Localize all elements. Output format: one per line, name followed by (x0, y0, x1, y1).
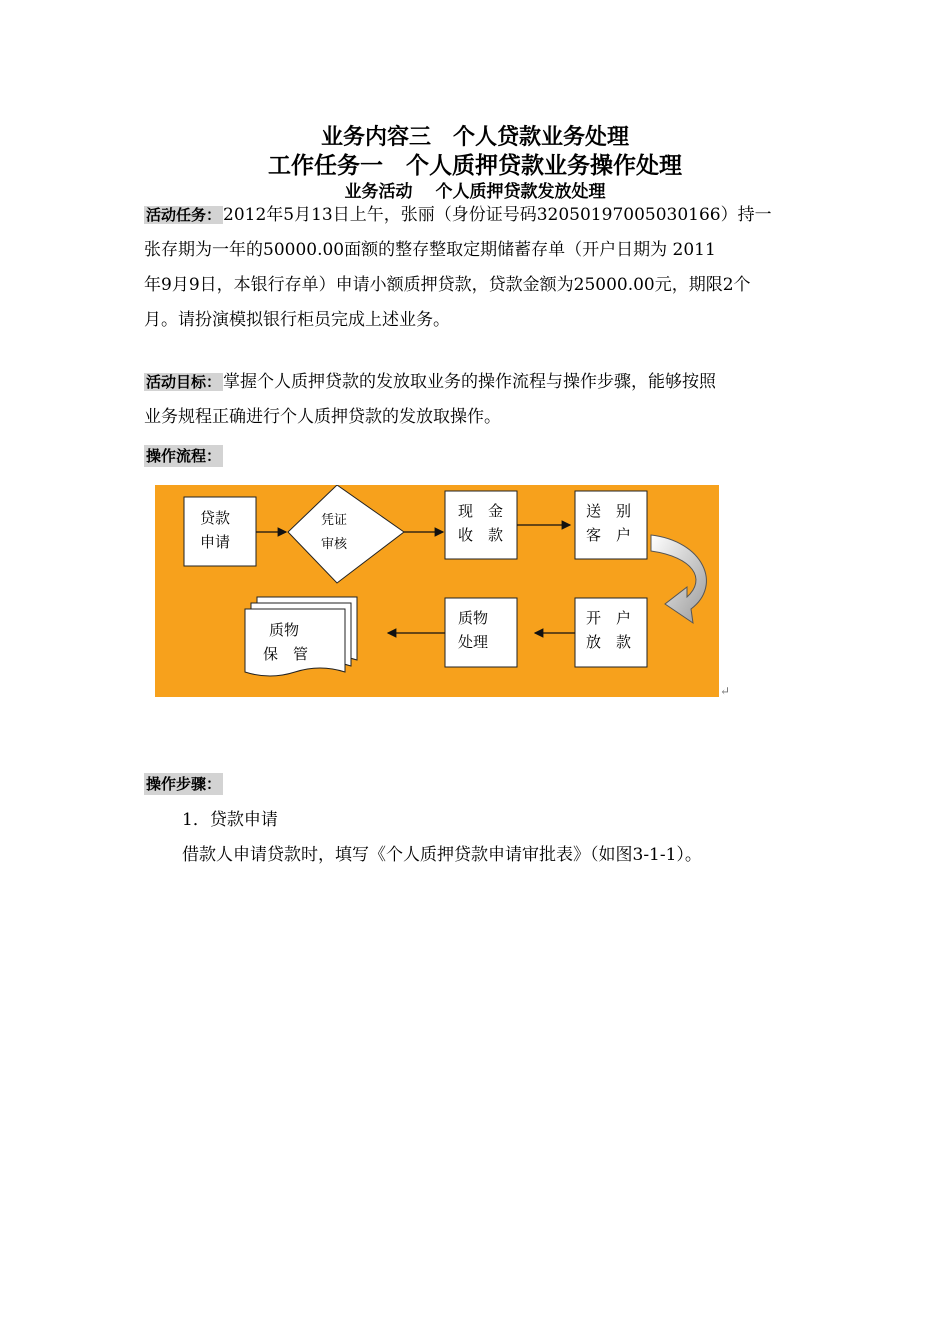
step-title: 1．贷款申请 (182, 810, 278, 830)
activity-task-paragraph (144, 198, 819, 338)
node-label: 保 管 (263, 645, 309, 663)
node-label: 审核 (321, 537, 348, 552)
node-label: 开 户 (586, 609, 632, 627)
task-line: 2012年5月13日上午，张丽（身份证号码32050197005030166）持一 (223, 205, 772, 225)
node-label: 送 别 (586, 502, 632, 520)
heading-activity: 业务活动 个人质押贷款发放处理 (344, 182, 606, 202)
heading-content: 业务内容三 个人贷款业务处理 (320, 125, 629, 150)
flow-label: 操作流程： (146, 447, 222, 465)
task-line: 月。请扮演模拟银行柜员完成上述业务。 (144, 310, 450, 330)
paragraph-mark-icon: ↵ (720, 684, 731, 698)
node-label: 质物 (458, 609, 489, 627)
task-line: 张存期为一年的50000.00面额的整存整取定期储蓄存单（开户日期为 2011 (144, 240, 716, 260)
goal-line: 掌握个人质押贷款的发放取业务的操作流程与操作步骤，能够按照 (223, 372, 717, 392)
node-label: 申请 (200, 533, 231, 551)
activity-task-label: 活动任务： (146, 206, 222, 224)
steps-label: 操作步骤： (146, 775, 222, 793)
node-label: 凭证 (321, 513, 348, 528)
node-label: 收 款 (458, 526, 504, 544)
node-label: 处理 (458, 633, 489, 651)
step-description: 借款人申请贷款时，填写《个人质押贷款申请审批表》（如图3-1-1）。 (182, 845, 702, 865)
heading-task: 工作任务一 个人质押贷款业务操作处理 (268, 153, 682, 179)
activity-goal-label: 活动目标： (146, 373, 222, 391)
task-line: 年9月9日，本银行存单）申请小额质押贷款，贷款金额为25000.00元，期限2个 (144, 275, 751, 295)
goal-line: 业务规程正确进行个人质押贷款的发放取操作。 (144, 407, 501, 427)
node-label: 放 款 (586, 633, 632, 651)
operation-flowchart (155, 485, 719, 697)
node-loan-apply (184, 497, 256, 566)
node-pledge-keep (245, 597, 357, 676)
node-label: 贷款 (200, 509, 231, 527)
node-label: 现 金 (458, 502, 504, 520)
node-label: 客 户 (586, 526, 632, 544)
activity-goal-paragraph (144, 365, 819, 435)
node-label: 质物 (269, 621, 300, 639)
